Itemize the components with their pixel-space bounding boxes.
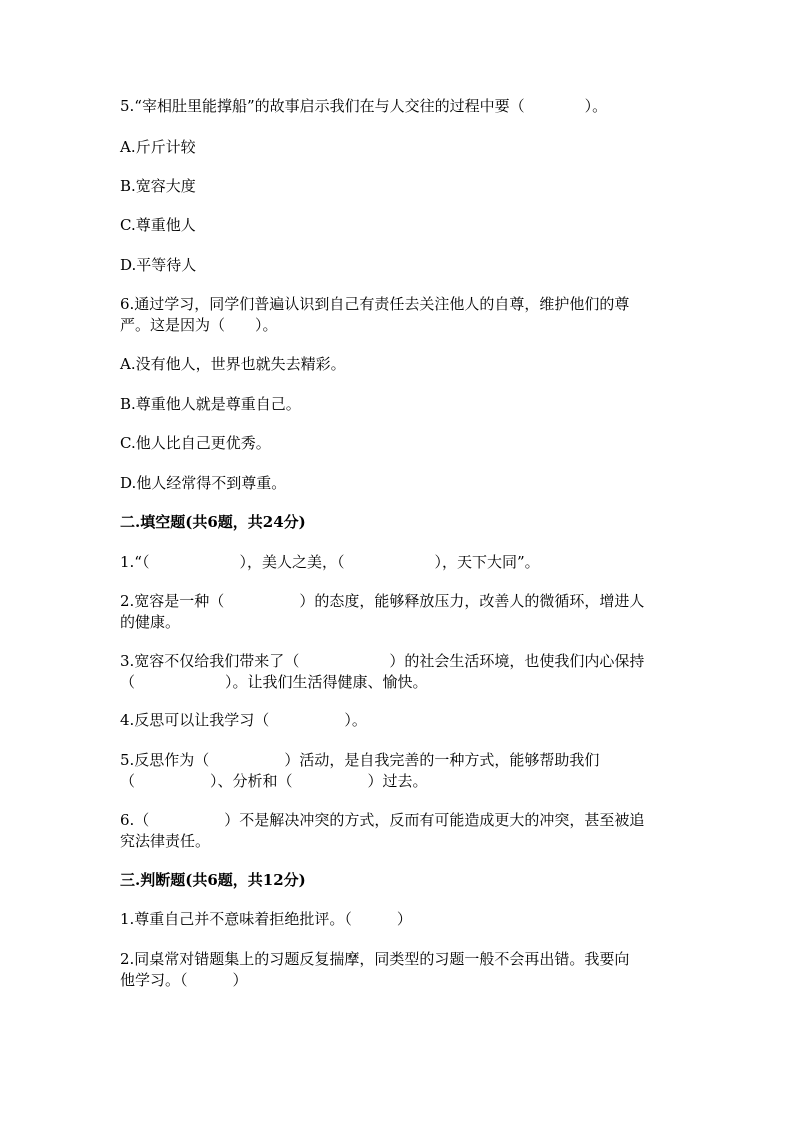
fill-6-line2: 究法律责任。 <box>120 832 211 850</box>
fill-2-line2: 的健康。 <box>120 613 181 631</box>
question-6-stem-line1: 6.通过学习，同学们普遍认识到自己有责任去关注他人的自尊，维护他们的尊 <box>120 295 630 313</box>
question-6-stem-line2: 严。这是因为（ ）。 <box>120 316 278 334</box>
fill-6-line1: 6.（ ）不是解决冲突的方式，反而有可能造成更大的冲突，甚至被追 <box>120 811 645 829</box>
question-5-option-a: A.斤斤计较 <box>120 138 196 156</box>
judge-2-line1: 2.同桌常对错题集上的习题反复揣摩，同类型的习题一般不会再出错。我要向 <box>120 950 630 968</box>
fill-3-line2: （ ）。让我们生活得健康、愉快。 <box>120 673 428 691</box>
judge-1-line1: 1.尊重自己并不意味着拒绝批评。（ ） <box>120 910 412 928</box>
question-5-option-b: B.宽容大度 <box>120 177 196 195</box>
fill-5-line2: （ ）、分析和（ ）过去。 <box>120 772 428 790</box>
fill-3-line1: 3.宽容不仅给我们带来了（ ）的社会生活环境，也使我们内心保持 <box>120 652 645 670</box>
fill-2-line1: 2.宽容是一种（ ）的态度，能够释放压力，改善人的微循环，增进人 <box>120 592 645 610</box>
fill-1-line1: 1.“（ ），美人之美，（ ），天下大同”。 <box>120 553 540 571</box>
question-5-option-d: D.平等待人 <box>120 256 197 274</box>
fill-5-line1: 5.反思作为（ ）活动，是自我完善的一种方式，能够帮助我们 <box>120 751 600 769</box>
judge-2-line2: 他学习。（ ） <box>120 971 248 989</box>
question-5-stem: 5.“宰相肚里能撑船”的故事启示我们在与人交往的过程中要（ ）。 <box>120 97 608 115</box>
question-6-option-c: C.他人比自己更优秀。 <box>120 434 271 452</box>
fill-4-line1: 4.反思可以让我学习（ ）。 <box>120 711 367 729</box>
section-3-title: 三.判断题(共6题，共12分) <box>120 871 306 889</box>
question-5-option-c: C.尊重他人 <box>120 216 196 234</box>
section-2-title: 二.填空题(共6题，共24分) <box>120 513 306 531</box>
question-6-option-a: A.没有他人，世界也就失去精彩。 <box>120 355 346 373</box>
question-6-option-b: B.尊重他人就是尊重自己。 <box>120 395 301 413</box>
question-6-option-d: D.他人经常得不到尊重。 <box>120 474 287 492</box>
